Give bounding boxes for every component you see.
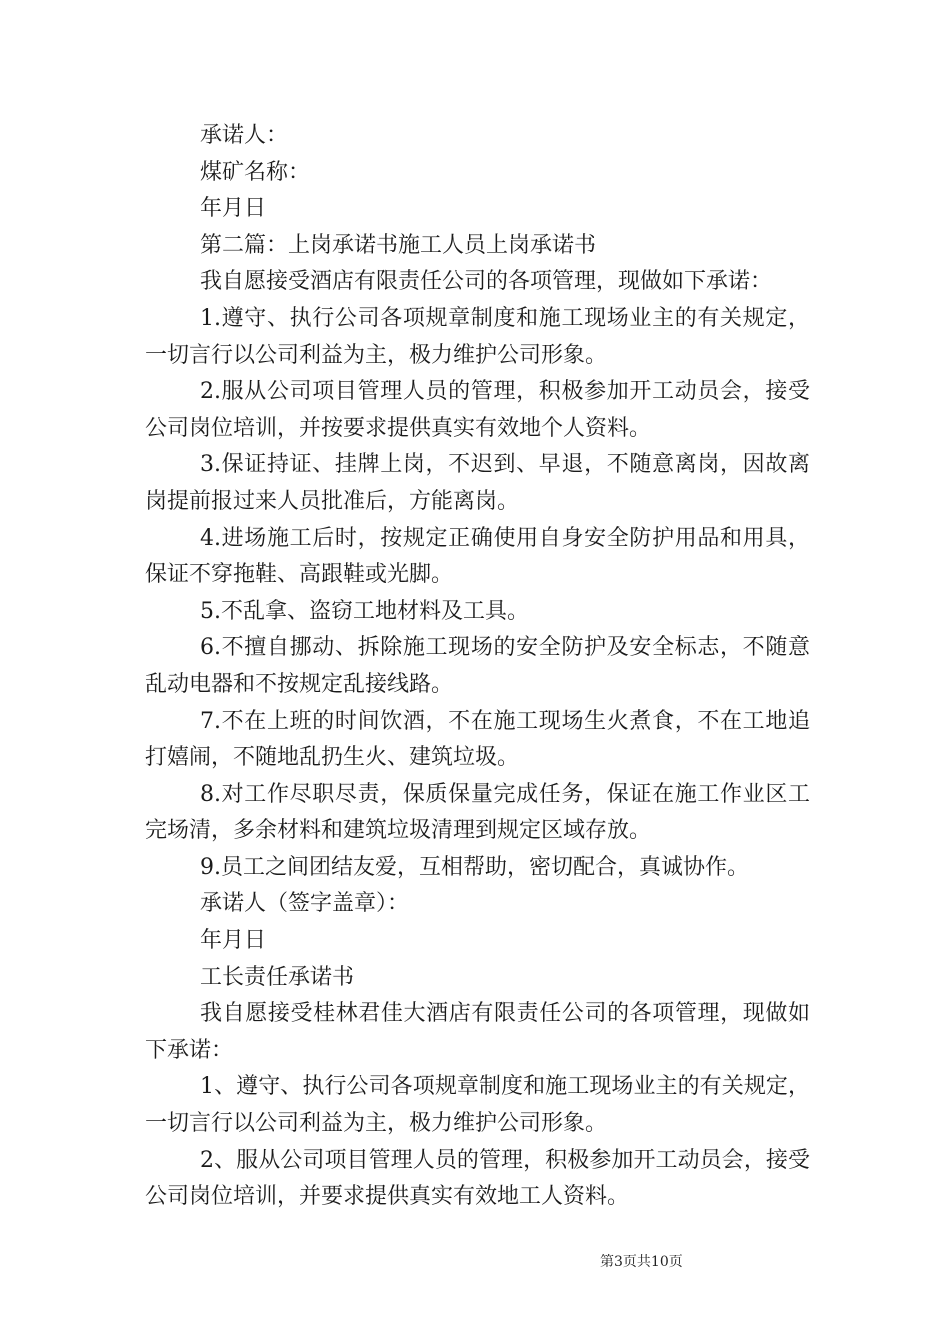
list-item-2: 2.服从公司项目管理人员的管理，积极参加开工动员会，接受公司岗位培训，并按要求提供真实有效地个人资料。 [145, 379, 810, 441]
paragraph-intro-2: 我自愿接受桂林君佳大酒店有限责任公司的各项管理，现做如下承诺： [145, 1001, 810, 1063]
list-item-3: 3.保证持证、挂牌上岗，不迟到、早退，不随意离岗，因故离岗提前报过来人员批准后，方能离岗。 [145, 452, 810, 514]
list-item-foreman-2: 2、服从公司项目管理人员的管理，积极参加开工动员会，接受公司岗位培训，并要求提供真实有效地工人资料。 [145, 1147, 810, 1210]
list-item-4: 4.进场施工后时，按规定正确使用自身安全防护用品和用具，保证不穿拖鞋、高跟鞋或光脚。 [145, 525, 810, 588]
paragraph-signatory: 承诺人： [200, 123, 289, 148]
list-item-9: 9.员工之间团结友爱，互相帮助，密切配合，真诚协作。 [200, 854, 749, 880]
list-item-5: 5.不乱拿、盗窃工地材料及工具。 [200, 598, 529, 624]
section-heading-foreman: 工长责任承诺书 [200, 964, 355, 990]
document-body [145, 118, 810, 1216]
list-item-7: 7.不在上班的时间饮酒，不在施工现场生火煮食，不在工地追打嬉闹，不随地乱扔生火、建筑垃圾。 [145, 708, 810, 771]
list-item-foreman-1: 1、遵守、执行公司各项规章制度和施工现场业主的有关规定，一切言行以公司利益为主，极力维护公司形象。 [145, 1074, 810, 1137]
paragraph-intro: 我自愿接受酒店有限责任公司的各项管理，现做如下承诺： [200, 269, 773, 295]
list-item-1: 1.遵守、执行公司各项规章制度和施工现场业主的有关规定，一切言行以公司利益为主，极力维护公司形象。 [145, 305, 810, 368]
section-heading-part-two: 第二篇：上岗承诺书施工人员上岗承诺书 [200, 232, 597, 258]
page-number: 第3页共10页 [600, 1254, 683, 1270]
list-item-8: 8.对工作尽职尽责，保质保量完成任务，保证在施工作业区工完场清，多余材料和建筑垃圾清理到规定区域存放。 [145, 781, 810, 844]
paragraph-signature-stamp: 承诺人（签字盖章）： [200, 891, 410, 917]
paragraph-date: 年月日 [200, 196, 267, 222]
list-item-6: 6.不擅自挪动、拆除施工现场的安全防护及安全标志，不随意乱动电器和不按规定乱接线路。 [145, 635, 810, 697]
paragraph-mine-name: 煤矿名称： [200, 159, 311, 185]
paragraph-date-2: 年月日 [200, 928, 267, 954]
